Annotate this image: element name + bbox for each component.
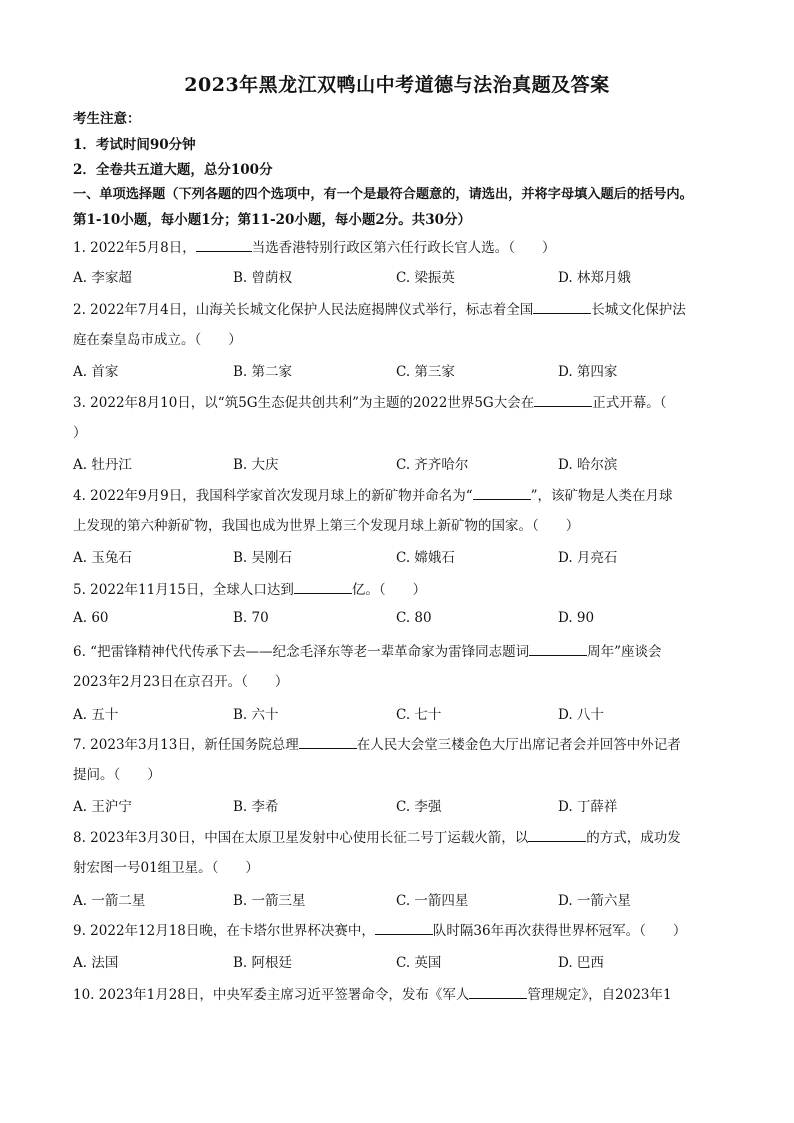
answer-blank (473, 486, 531, 500)
option-d: D. 第四家 (558, 364, 618, 380)
question-2-cont: 庭在秦皇岛市成立。（ ） (73, 332, 242, 348)
option-c: C. 80 (396, 610, 432, 626)
option-a: A. 首家 (73, 364, 119, 380)
option-a: A. 法国 (73, 955, 119, 971)
answer-blank (294, 580, 352, 594)
answer-blank (196, 238, 252, 252)
question-text: 的方式，成功发 (586, 830, 681, 846)
question-4-cont: 上发现的第六种新矿物，我国也成为世界上第三个发现月球上新矿物的国家。（ ） (73, 518, 580, 534)
question-7-cont: 提问。（ ） (73, 767, 161, 783)
question-text: 当选香港特别行政区第六任行政长官人选。（ ） (251, 240, 556, 256)
question-text: 1. 2022年5月8日， (73, 240, 196, 256)
question-text: 2. 2022年7月4日，山海关长城文化保护人民法庭揭牌仪式举行，标志着全国 (73, 302, 534, 318)
option-a: A. 一箭二星 (73, 893, 146, 909)
option-a: A. 牡丹江 (73, 457, 132, 473)
option-c: C. 嫦娥石 (396, 550, 455, 566)
option-b: B. 吴刚石 (233, 550, 293, 566)
answer-blank (299, 735, 357, 749)
question-8 (73, 826, 733, 846)
question-text: 队时隔36年再次获得世界杯冠军。（ ） (432, 923, 687, 939)
option-b: B. 一箭三星 (233, 893, 306, 909)
question-7 (73, 733, 733, 753)
option-a: A. 王沪宁 (73, 799, 132, 815)
answer-blank (534, 393, 592, 407)
option-c: C. 第三家 (396, 364, 455, 380)
question-text: ”，该矿物是人类在月球 (530, 488, 673, 504)
option-d: D. 一箭六星 (558, 893, 631, 909)
option-c: C. 李强 (396, 799, 442, 815)
option-d: D. 巴西 (558, 955, 604, 971)
option-d: D. 林郑月娥 (558, 270, 631, 286)
notice-heading: 考生注意： (73, 111, 141, 127)
question-3-cont: ） (73, 425, 87, 441)
option-a: A. 60 (73, 610, 109, 626)
question-text: 正式开幕。（ (592, 395, 667, 411)
option-d: D. 丁薛祥 (558, 799, 618, 815)
option-c: C. 梁振英 (396, 270, 455, 286)
option-b: B. 大庆 (233, 457, 279, 473)
question-10 (73, 983, 733, 1003)
question-text: 8. 2023年3月30日，中国在太原卫星发射中心使用长征二号丁运载火箭，以 (73, 830, 529, 846)
notice-item: 2．全卷共五道大题，总分100分 (73, 162, 273, 178)
option-c: C. 七十 (396, 707, 442, 723)
option-c: C. 一箭四星 (396, 893, 469, 909)
question-6-cont: 2023年2月23日在京召开。（ ） (73, 674, 289, 690)
option-b: B. 70 (233, 610, 269, 626)
question-text: 3. 2022年8月10日，以“筑5G生态促共创共利”为主题的2022世界5G大会在 (73, 395, 535, 411)
answer-blank (533, 300, 591, 314)
question-text: 7. 2023年3月13日，新任国务院总理 (73, 737, 299, 753)
question-text: 6. “把雷锋精神代代传承下去——纪念毛泽东等老一辈革命家为雷锋同志题词 (73, 644, 530, 660)
option-b: B. 第二家 (233, 364, 293, 380)
question-1 (73, 236, 733, 256)
question-text: 管理规定》，自2023年1 (527, 987, 672, 1003)
option-b: B. 李希 (233, 799, 279, 815)
question-text: 周年”座谈会 (587, 644, 662, 660)
answer-blank (469, 985, 527, 999)
question-5 (73, 578, 733, 598)
question-text: 10. 2023年1月28日，中央军委主席习近平签署命令，发布《军人 (73, 987, 470, 1003)
question-6 (73, 640, 733, 660)
question-text: 9. 2022年12月18日晚，在卡塔尔世界杯决赛中， (73, 923, 375, 939)
option-c: C. 齐齐哈尔 (396, 457, 469, 473)
option-d: D. 八十 (558, 707, 604, 723)
question-text: 在人民大会堂三楼金色大厅出席记者会并回答中外记者 (356, 737, 681, 753)
answer-blank (528, 828, 586, 842)
question-3 (73, 391, 733, 411)
option-d: D. 哈尔滨 (558, 457, 618, 473)
question-text: 5. 2022年11月15日，全球人口达到 (73, 582, 294, 598)
option-d: D. 90 (558, 610, 595, 626)
question-8-cont: 射宏图一号01组卫星。（ ） (73, 860, 259, 876)
page-title: 2023年黑龙江双鸭山中考道德与法治真题及答案 (184, 74, 610, 96)
question-text: 亿。（ ） (351, 582, 427, 598)
option-c: C. 英国 (396, 955, 442, 971)
option-b: B. 曾荫权 (233, 270, 293, 286)
question-2 (73, 298, 733, 318)
option-d: D. 月亮石 (558, 550, 618, 566)
question-9 (73, 919, 733, 939)
section-heading: 一、单项选择题（下列各题的四个选项中，有一个是最符合题意的，请选出，并将字母填入题后的括号内。 (73, 187, 693, 202)
question-4 (73, 484, 733, 504)
option-b: B. 六十 (233, 707, 279, 723)
question-text: 长城文化保护法 (591, 302, 686, 318)
answer-blank (529, 642, 587, 656)
question-text: 4. 2022年9月9日，我国科学家首次发现月球上的新矿物并命名为“ (73, 488, 473, 504)
answer-blank (375, 921, 433, 935)
section-heading-cont: 第1-10小题，每小题1分；第11-20小题，每小题2分。共30分） (73, 212, 472, 228)
notice-item: 1．考试时间90分钟 (73, 137, 196, 153)
option-b: B. 阿根廷 (233, 955, 293, 971)
option-a: A. 五十 (73, 707, 119, 723)
option-a: A. 玉兔石 (73, 550, 132, 566)
option-a: A. 李家超 (73, 270, 132, 286)
